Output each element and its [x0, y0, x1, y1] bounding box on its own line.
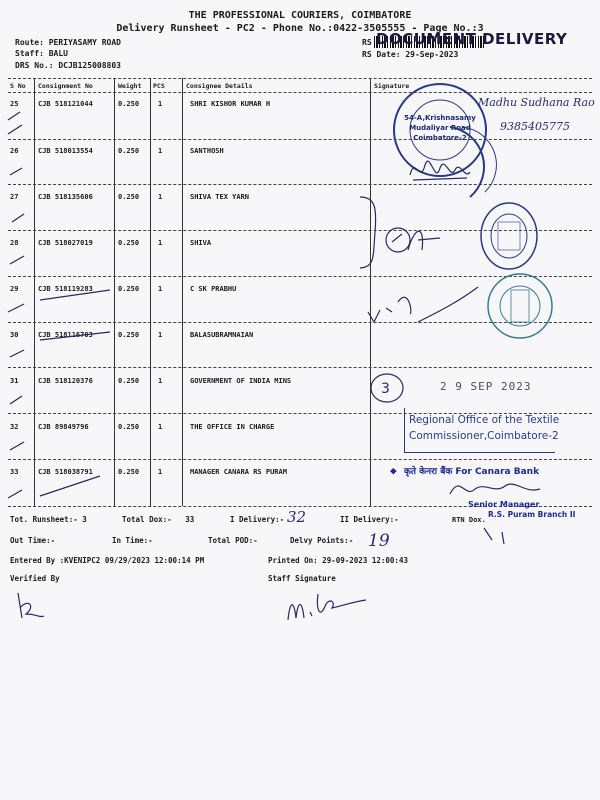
- col-pcs: PCS: [153, 82, 165, 90]
- circled-three: [368, 370, 408, 406]
- consignment-no: CJB 518120376: [38, 377, 93, 385]
- consignment-no: CJB 518038791: [38, 468, 93, 476]
- consignee: C SK PRABHU: [190, 285, 237, 293]
- runsheet-subtitle: Delivery Runsheet - PC2 - Phone No.:0422-3505555 - Page No.:3: [116, 23, 484, 34]
- return-scribble: [480, 522, 520, 548]
- handwritten-name: Madhu Sudhana Rao: [478, 96, 595, 109]
- rs-puram-branch: R.S. Puram Branch II: [488, 510, 576, 519]
- senior-manager: Senior Manager: [468, 500, 540, 509]
- rs-date: RS Date: 29-Sep-2023: [362, 50, 459, 59]
- consignment-no: CJB 89849796: [38, 423, 89, 431]
- pcs: 1: [158, 331, 163, 339]
- weight: 0.250: [118, 239, 140, 247]
- weight: 0.250: [118, 423, 140, 431]
- consignment-no: CJB 518119283: [38, 285, 93, 293]
- sno: 26: [10, 147, 19, 155]
- document-delivery-stamp: DOCUMENT DELIVERY: [376, 30, 568, 48]
- pcs: 1: [158, 193, 163, 201]
- pcs: 1: [158, 147, 163, 155]
- col-consignee: Consignee Details: [186, 82, 253, 90]
- office-line-2: Commissioner,Coimbatore-2: [409, 430, 559, 442]
- office-line-1: Regional Office of the Textile: [409, 414, 560, 426]
- verified-by: Verified By: [10, 574, 60, 583]
- svg-text:54-A,Krishnasamy: 54-A,Krishnasamy: [404, 114, 476, 122]
- out-time: Out Time:-: [10, 536, 56, 545]
- pcs: 1: [158, 100, 163, 108]
- in-time: In Time:-: [112, 536, 153, 545]
- total-runsheet: Tot. Runsheet:- 3: [10, 515, 87, 524]
- route: Route: PERIYASAMY ROAD: [15, 38, 121, 47]
- handwritten-phone: 9385405775: [500, 120, 570, 133]
- rtn-dox: RTN Dox.: [452, 516, 486, 524]
- weight: 0.250: [118, 147, 140, 155]
- col-weight: Weight: [118, 82, 142, 90]
- verified-signature: [10, 588, 50, 624]
- consignee: SHIVA: [190, 239, 212, 247]
- pcs: 1: [158, 285, 163, 293]
- consignee: SHIVA TEX YARN: [190, 193, 250, 201]
- drs-number: DRS No.: DCJB125008803: [15, 61, 121, 70]
- total-pod: Total POD:-: [208, 536, 258, 545]
- staff-signature: [282, 590, 372, 626]
- sno: 32: [10, 423, 19, 431]
- sno: 27: [10, 193, 19, 201]
- svg-text:3: 3: [381, 381, 390, 397]
- consignment-no: CJB 518135606: [38, 193, 93, 201]
- staff: Staff: BALU: [15, 49, 68, 58]
- handwritten-i-delivery: 32: [287, 508, 307, 526]
- sno: 30: [10, 331, 19, 339]
- consignment-no: CJB 518116703: [38, 331, 93, 339]
- consignee: BALASUBRAMNAIAN: [190, 331, 254, 339]
- signature-scribble-26: [405, 150, 475, 190]
- pcs: 1: [158, 239, 163, 247]
- consignment-no: CJB 518027019: [38, 239, 93, 247]
- weight: 0.250: [118, 468, 140, 476]
- date-stamp: 2 9 SEP 2023: [440, 380, 532, 393]
- canara-logo-icon: ◆: [390, 464, 397, 477]
- svg-text:Mudaliyar Road: Mudaliyar Road: [409, 124, 471, 132]
- svg-text:Coimbatore-2: Coimbatore-2: [413, 134, 467, 142]
- weight: 0.250: [118, 377, 140, 385]
- signature-scribble-28: [380, 220, 450, 265]
- consignee: SHRI KISHOR KUMAR H: [190, 100, 271, 108]
- entered-by: Entered By :KVENIPC2 09/29/2023 12:00:14 PM: [10, 556, 205, 565]
- consignment-no: CJB 518013554: [38, 147, 93, 155]
- weight: 0.250: [118, 285, 140, 293]
- consignment-no: CJB 518121044: [38, 100, 93, 108]
- weight: 0.250: [118, 193, 140, 201]
- ii-delivery: II Delivery:-: [340, 515, 399, 524]
- i-delivery: I Delivery:-: [230, 515, 285, 524]
- round-stamp-28: [478, 200, 540, 272]
- sno: 28: [10, 239, 19, 247]
- staff-signature-label: Staff Signature: [268, 574, 336, 583]
- canara-bank-stamp: कृते केनरा बैंक For Canara Bank: [404, 467, 540, 477]
- delvy-points: Delvy Points:-: [290, 536, 354, 545]
- sno: 29: [10, 285, 19, 293]
- sno: 33: [10, 468, 19, 476]
- consignee: GOVERNMENT OF INDIA MINS: [190, 377, 292, 385]
- weight: 0.250: [118, 331, 140, 339]
- sno: 25: [10, 100, 19, 108]
- pcs: 1: [158, 423, 163, 431]
- pcs: 1: [158, 377, 163, 385]
- consignee: THE OFFICE IN CHARGE: [190, 423, 275, 431]
- total-dox: Total Dox:- 33: [122, 515, 195, 524]
- col-signature: Signature: [374, 82, 410, 90]
- col-sno: S No: [10, 82, 26, 90]
- round-stamp-29: [485, 270, 555, 342]
- pcs: 1: [158, 468, 163, 476]
- consignee: MANAGER CANARA RS PURAM: [190, 468, 287, 476]
- col-consignment: Consignment No: [38, 82, 93, 90]
- signature-scribble-29: [358, 282, 488, 342]
- printed-on: Printed On: 29-09-2023 12:00:43: [268, 556, 408, 565]
- sno: 31: [10, 377, 19, 385]
- consignee: SANTHOSH: [190, 147, 224, 155]
- weight: 0.250: [118, 100, 140, 108]
- company-title: THE PROFESSIONAL COURIERS, COIMBATORE: [188, 10, 412, 21]
- rs-no-label: RS: [362, 38, 372, 47]
- handwritten-points: 19: [368, 531, 390, 551]
- regional-office-stamp: [404, 408, 560, 453]
